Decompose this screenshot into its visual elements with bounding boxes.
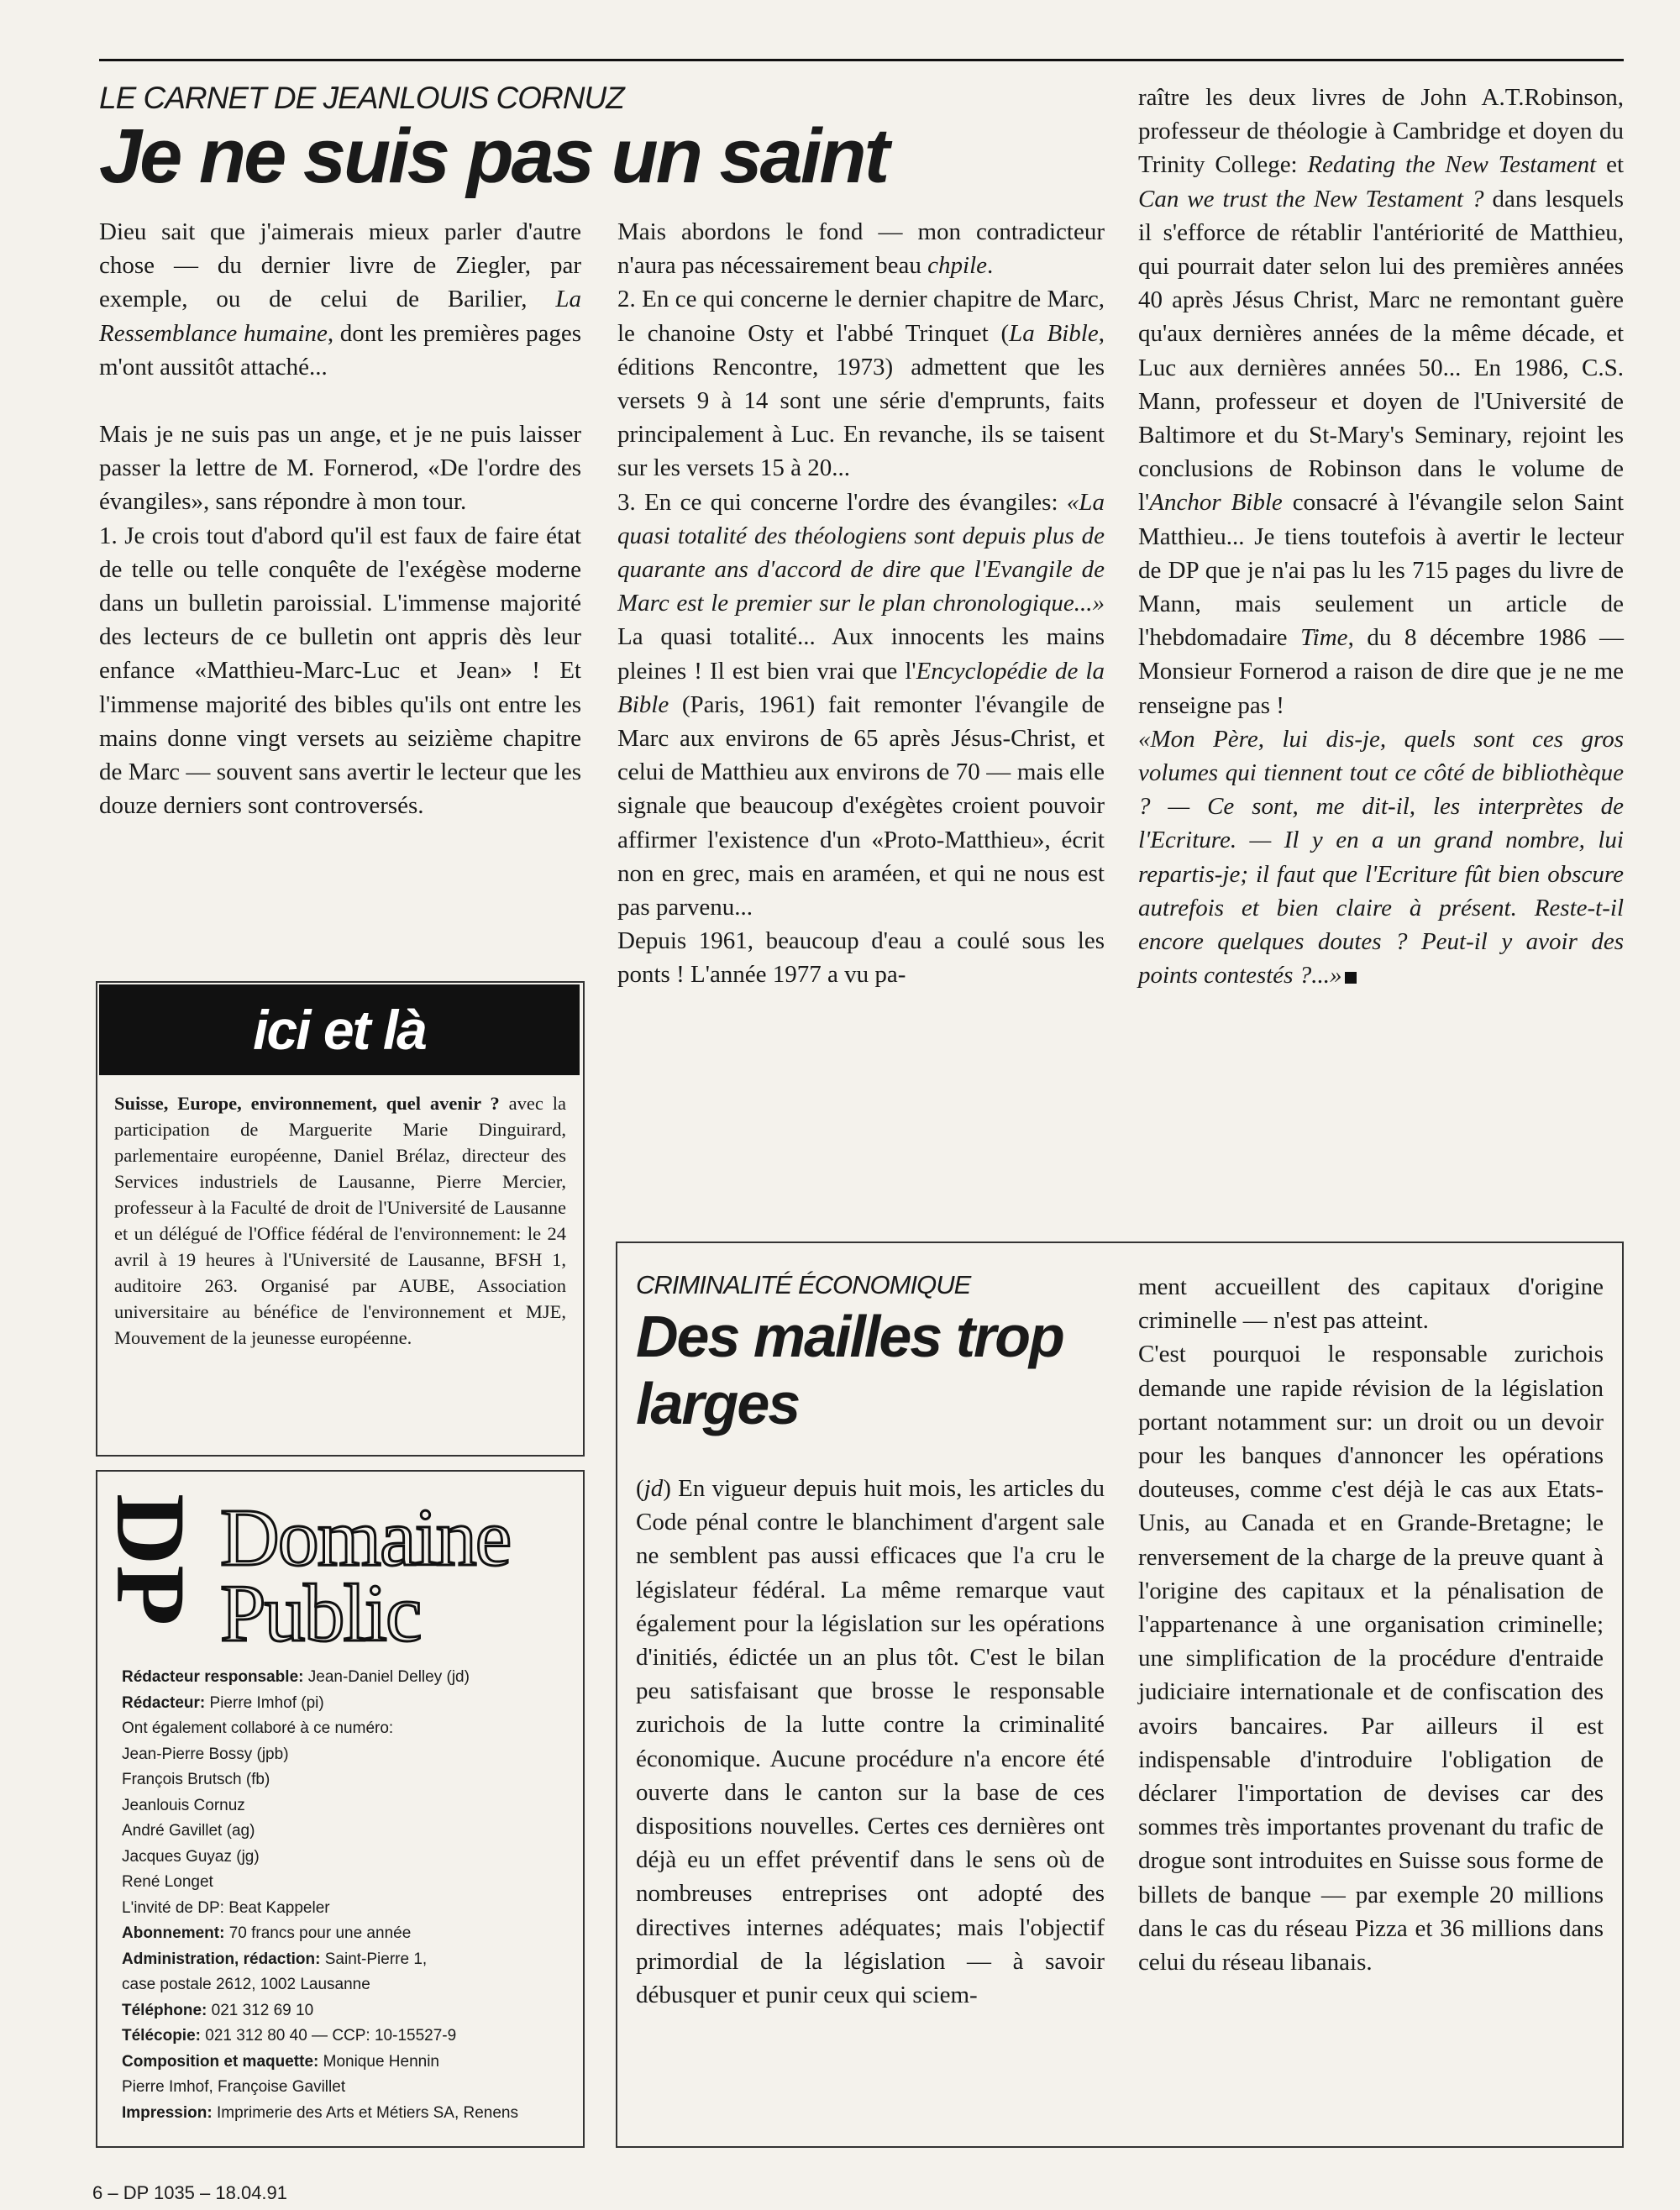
credit-line <box>122 1691 575 1717</box>
credit-line <box>122 1998 575 2024</box>
article-title: Je ne suis pas un saint <box>99 113 888 199</box>
article-kicker: LE CARNET DE JEANLOUIS CORNUZ <box>99 81 624 115</box>
ici-et-la-heading: ici et là <box>99 984 580 1075</box>
credit-line <box>122 1870 575 1896</box>
credit-value: Jacques Guyaz (jg) <box>122 1847 260 1866</box>
masthead-credits <box>122 1665 575 2126</box>
credit-line <box>122 1665 575 1691</box>
credit-value: 021 312 80 40 — CCP: 10-15527-9 <box>205 2027 457 2045</box>
ici-et-la-text: Suisse, Europe, environnement, quel avenir ? avec la participation de Marguerite Marie Dinguirard, parlementaire européenne, Daniel Brélaz, directeur des Services industriels de Lausanne, Pierre Mercier, professeur à la Faculté de droit de l'Université de Lausanne et un délégué de l'Office fédéral de l'environnement: le 24 avril à 19 heures à l'Université de Lausanne, BFSH 1, auditoire 263. Organisé par AUBE, Association universitaire au bénéfice de l'environnement et MJE, Mouvement de la jeunesse européenne. <box>114 1093 566 1348</box>
credit-line <box>122 2024 575 2050</box>
credit-value: 021 312 69 10 <box>211 2001 314 2019</box>
credit-value: René Longet <box>122 1873 213 1891</box>
end-of-article-mark <box>1345 972 1357 984</box>
page-footer: 6 – DP 1035 – 18.04.91 <box>92 2182 288 2203</box>
article2-title-line1: Des mailles trop <box>636 1304 1063 1369</box>
credit-value: Monique Hennin <box>323 2052 439 2071</box>
credit-value: Jeanlouis Cornuz <box>122 1796 245 1814</box>
dp-logo <box>96 1492 206 1626</box>
credit-value: Ont également collaboré à ce numéro: <box>122 1719 394 1737</box>
credit-label: Abonnement: <box>122 1924 229 1942</box>
credit-label: Télécopie: <box>122 2027 206 2045</box>
article2-column-1: (jd) En vigueur depuis huit mois, les articles du Code pénal contre le blanchiment d'argent sale ne semblent pas aussi efficaces que l'a cru le législateur fédéral. La même remarque vaut également pour la législation sur les opérations d'initiés, édictée un an plus tôt. C'est le bilan peu satisfaisant que brosse le responsable zurichois de la lutte contre la criminalité économique. Aucune procédure n'a encore été ouverte dans le canton sur la base de ces dispositions nouvelles. Certes ces dernières ont déjà eu un effet préventif dans le sens où de nombreuses entreprises ont adopté des directives internes adéquates; mais l'objectif primordial de la législation — à savoir débusquer et punir ceux qui sciem- <box>636 1475 1105 2009</box>
credit-value: case postale 2612, 1002 Lausanne <box>122 1976 370 1993</box>
credit-line <box>122 1972 575 1998</box>
credit-label: Administration, rédaction: <box>122 1950 325 1968</box>
credit-line <box>122 1819 575 1845</box>
credit-line <box>122 1896 575 1922</box>
credit-value: Jean-Pierre Bossy (jpb) <box>122 1745 289 1763</box>
credit-value: Jean-Daniel Delley (jd) <box>307 1668 470 1686</box>
article-column-3: raître les deux livres de John A.T.Robinson, professeur de théologie à Cambridge et doyen du Trinity College: Redating the New Testament et Can we trust the New Testament ? dans lesquels il s'efforce de rétablir l'antériorité de Matthieu, qui pourrait dater selon lui des premières années 40 après Jésus Christ, Marc ne remontant guère qu'aux dernières années de la même décade, et Luc aux dernières années 50... En 1986, C.S. Mann, professeur et doyen de l'Université de Baltimore et du St-Mary's Seminary, rejoint les conclusions de Robinson dans le volume de l'Anchor Bible consacré à l'évangile selon Saint Matthieu... Je tiens toutefois à avertir le lecteur de DP que je n'ai pas lu les 715 pages du livre de Mann, mais seulement un article de l'hebdomadaire Time, du 8 décembre 1986 — Monsieur Fornerod a raison de dire que je ne me renseigne pas ! «Mon Père, lui dis-je, quels sont ces gros volumes qui tiennent tout ce côté de bibliothèque ? — Ce sont, me dit-il, les interprètes de l'Ecriture. — Il y en a un grand nombre, lui repartis-je; il faut que l'Ecriture fût bien obscure autrefois et bien claire à présent. Reste-t-il encore quelques doutes ? Peut-il y avoir des points contestés ?...» <box>1138 84 1625 990</box>
credit-label: Téléphone: <box>122 2001 212 2019</box>
credit-value: Pierre Imhof, Françoise Gavillet <box>122 2078 346 2096</box>
credit-line <box>122 1921 575 1947</box>
credit-value: Saint-Pierre 1, <box>324 1950 428 1968</box>
credit-value: François Brutsch (fb) <box>122 1771 270 1788</box>
masthead-public: Public <box>220 1568 421 1659</box>
credit-label: Rédacteur responsable: <box>122 1668 308 1686</box>
credit-line <box>122 1742 575 1768</box>
credit-value: 70 francs pour une année <box>228 1924 412 1942</box>
credit-label: Rédacteur: <box>122 1693 210 1712</box>
credit-line <box>122 2101 575 2127</box>
article2-kicker: CRIMINALITÉ ÉCONOMIQUE <box>636 1270 971 1299</box>
article-column-1: Dieu sait que j'aimerais mieux parler d'autre chose — du dernier livre de Ziegler, par exemple, ou de celui de Barilier, La Ressemblance humaine, dont les premières pages m'ont aussitôt attaché... Mais je ne suis pas un ange, et je ne puis laisser passer la lettre de M. Fornerod, «De l'ordre des évangiles», sans répondre à mon tour. 1. Je crois tout d'abord qu'il est faux de faire état de telle ou telle conquête de l'exégèse moderne dans un bulletin paroissial. L'immense majorité des lecteurs de ce bulletin ont appris dès leur enfance «Matthieu-Marc-Luc et Jean» ! Et l'immense majorité des bibles qu'ils ont entre les mains donne vingt versets au seizième chapitre de Marc — souvent sans avertir le lecteur que les douze derniers sont controversés. <box>99 218 581 820</box>
credit-value: Imprimerie des Arts et Métiers SA, Renens <box>216 2103 518 2122</box>
credit-line <box>122 1947 575 1973</box>
dp-letters: DP <box>96 1493 206 1626</box>
top-rule <box>99 59 1624 61</box>
credit-label: Impression: <box>122 2103 217 2122</box>
credit-line <box>122 1793 575 1819</box>
credit-line <box>122 2050 575 2076</box>
masthead-domaine: Domaine <box>220 1493 511 1583</box>
credit-value: André Gavillet (ag) <box>122 1822 255 1840</box>
article-column-2: Mais abordons le fond — mon contradicteur n'aura pas nécessairement beau chpile. 2. En ce qui concerne le dernier chapitre de Marc, le chanoine Osty et l'abbé Trinquet (La Bible, éditions Rencontre, 1973) admettent que les versets 9 à 14 sont une série d'emprunts, faits principalement à Luc. En revanche, ils se taisent sur les versets 15 à 20... 3. En ce qui concerne l'ordre des évangiles: «La quasi totalité des théologiens sont depuis plus de quarante ans d'accord de dire que l'Evangile de Marc est le premier sur le plan chronologique...» La quasi totalité... Aux innocents les mains pleines ! Il est bien vrai que l'Encyclopédie de la Bible (Paris, 1961) fait remonter l'évangile de Marc aux environs de 65 après Jésus-Christ, et celui de Matthieu aux environs de 70 — mais elle signale que beaucoup d'exégètes croient pouvoir affirmer l'existence d'un «Proto-Matthieu», écrit non en grec, mais en araméen, et qui ne nous est pas parvenu... Depuis 1961, beaucoup d'eau a coulé sous les ponts ! L'année 1977 a vu pa- <box>617 218 1105 989</box>
article2-title-line2: larges <box>636 1371 800 1436</box>
credit-line <box>122 1767 575 1793</box>
credit-value: L'invité de DP: Beat Kappeler <box>122 1898 330 1917</box>
credit-line <box>122 1716 575 1742</box>
credit-value: Pierre Imhof (pi) <box>209 1693 324 1712</box>
credit-line <box>122 1845 575 1871</box>
credit-label: Composition et maquette: <box>122 2052 323 2071</box>
credit-line <box>122 2075 575 2101</box>
article2-column-2: ment accueillent des capitaux d'origine criminelle — n'est pas atteint. C'est pourquoi le responsable zurichois demande une rapide révision de la législation portant notamment sur: un droit ou un devoir pour les banques d'annoncer les opérations douteuses, comme c'est déjà le cas aux Etats-Unis, au Canada et en Grande-Bretagne; le renversement de la charge de la preuve quant à l'origine des capitaux et la pénalisation de l'appartenance à une organisation criminelle; une simplification de la procédure d'entraide judiciaire internationale et de confiscation des avoirs bancaires. Par ailleurs il est indispensable d'introduire l'obligation de déclarer l'importation de devises car des sommes très importantes provenant du trafic de drogue sont introduites en Suisse sous forme de billets de banque — par exemple 20 millions dans le cas du réseau Pizza et 36 millions dans celui du réseau libanais. <box>1138 1273 1604 1976</box>
